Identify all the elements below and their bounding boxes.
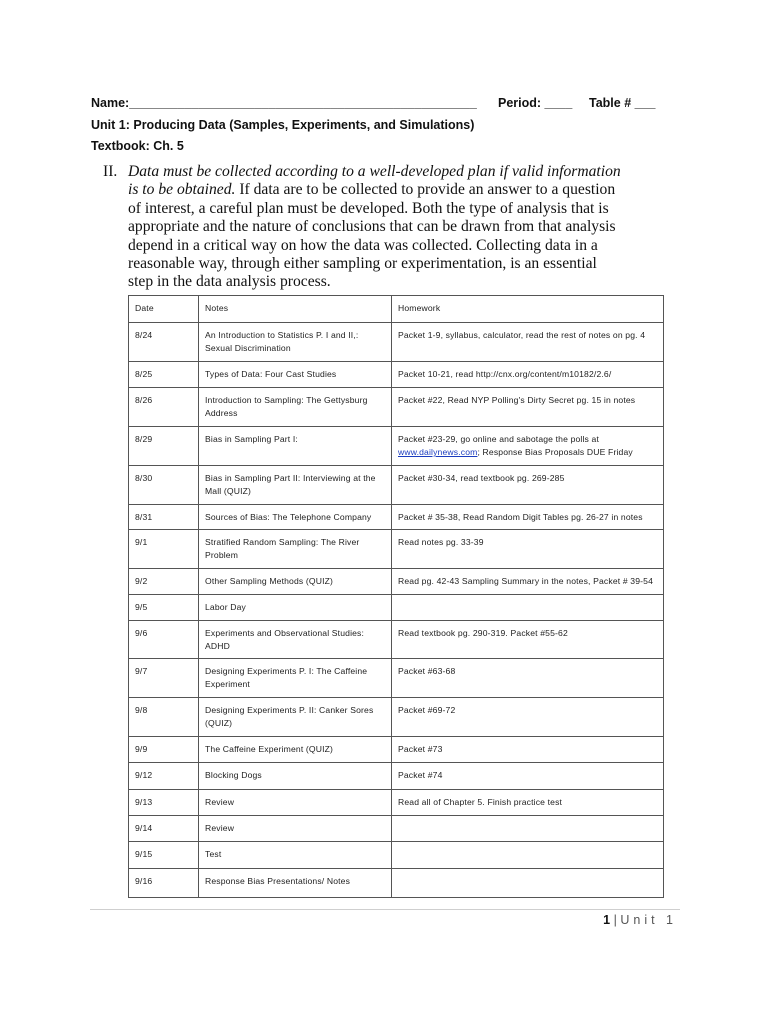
passage-line-7: step in the data analysis process. [128, 273, 331, 291]
schedule-table [128, 295, 664, 898]
header-notes: Notes [199, 296, 392, 323]
date-cell: 9/8 [129, 698, 199, 737]
table-row [129, 569, 664, 595]
passage-line-6: reasonable way, through either sampling or experimentation, is an essential [128, 255, 597, 273]
homework-cell: Packet #63-68 [392, 659, 664, 698]
homework-cell: Packet #22, Read NYP Polling's Dirty Secret pg. 15 in notes [392, 388, 664, 427]
date-cell: 9/5 [129, 595, 199, 621]
homework-cell [392, 816, 664, 842]
homework-cell: Read notes pg. 33-39 [392, 530, 664, 569]
homework-cell: Packet 10-21, read http://cnx.org/content/m10182/2.6/ [392, 362, 664, 388]
table-row [129, 388, 664, 427]
date-cell: 8/24 [129, 323, 199, 362]
passage-line-2 [103, 181, 663, 199]
homework-cell: Packet 1-9, syllabus, calculator, read the rest of notes on pg. 4 [392, 323, 664, 362]
notes-cell: Test [199, 842, 392, 869]
notes-cell: An Introduction to Statistics P. I and II,: Sexual Discrimination [199, 323, 392, 362]
notes-cell: Experiments and Observational Studies: ADHD [199, 621, 392, 659]
notes-cell: Other Sampling Methods (QUIZ) [199, 569, 392, 595]
notes-cell: Bias in Sampling Part I: [199, 427, 392, 466]
passage-line-4: appropriate and the nature of conclusions that can be drawn from that analysis [128, 218, 616, 236]
date-cell: 8/26 [129, 388, 199, 427]
footer-divider [90, 909, 680, 910]
footer-separator: | [613, 913, 617, 927]
date-cell: 8/30 [129, 466, 199, 505]
table-row [129, 659, 664, 698]
notes-cell: Designing Experiments P. I: The Caffeine Experiment [199, 659, 392, 698]
date-cell: 9/12 [129, 763, 199, 790]
notes-cell: Bias in Sampling Part II: Interviewing at the Mall (QUIZ) [199, 466, 392, 505]
homework-cell [392, 427, 664, 466]
section-numeral: II. [103, 163, 118, 180]
homework-cell: Read textbook pg. 290-319. Packet #55-62 [392, 621, 664, 659]
passage-emphasis-2: is to be obtained. [128, 181, 236, 199]
homework-cell: Read all of Chapter 5. Finish practice test [392, 790, 664, 816]
homework-cell: Packet #73 [392, 737, 664, 763]
intro-passage [103, 163, 663, 292]
date-cell: 9/1 [129, 530, 199, 569]
date-cell: 8/31 [129, 505, 199, 530]
passage-line-1 [103, 163, 663, 181]
date-cell: 9/14 [129, 816, 199, 842]
page-number: 1 [603, 913, 611, 927]
homework-cell: Packet # 35-38, Read Random Digit Tables pg. 26-27 in notes [392, 505, 664, 530]
notes-cell: Introduction to Sampling: The Gettysburg Address [199, 388, 392, 427]
notes-cell: Blocking Dogs [199, 763, 392, 790]
passage-emphasis-1: Data must be collected according to a well-developed plan if valid information [128, 163, 621, 180]
table-row [129, 737, 664, 763]
table-row [129, 530, 664, 569]
dailynews-link[interactable]: www.dailynews.com [398, 447, 478, 457]
table-row [129, 842, 664, 869]
date-cell: 9/2 [129, 569, 199, 595]
homework-text-after-link: ; Response Bias Proposals DUE Friday [477, 447, 633, 457]
table-row [129, 869, 664, 898]
period-line: Period: ____ [498, 96, 573, 110]
notes-cell: Stratified Random Sampling: The River Problem [199, 530, 392, 569]
textbook-reference: Textbook: Ch. 5 [91, 139, 184, 153]
date-cell: 8/25 [129, 362, 199, 388]
homework-cell: Packet #69-72 [392, 698, 664, 737]
table-row [129, 790, 664, 816]
table-row [129, 427, 664, 466]
notes-cell: The Caffeine Experiment (QUIZ) [199, 737, 392, 763]
footer-unit-label: Unit 1 [620, 913, 677, 927]
date-cell: 8/29 [129, 427, 199, 466]
unit-title: Unit 1: Producing Data (Samples, Experiments, and Simulations) [91, 118, 475, 132]
table-row [129, 466, 664, 505]
header-homework: Homework [392, 296, 664, 323]
date-cell: 9/6 [129, 621, 199, 659]
date-cell: 9/7 [129, 659, 199, 698]
homework-cell: Read pg. 42-43 Sampling Summary in the notes, Packet # 39-54 [392, 569, 664, 595]
table-row [129, 595, 664, 621]
passage-text-2: If data are to be collected to provide an answer to a question [235, 181, 616, 199]
date-cell: 9/9 [129, 737, 199, 763]
date-cell: 9/13 [129, 790, 199, 816]
date-cell: 9/15 [129, 842, 199, 869]
notes-cell: Types of Data: Four Cast Studies [199, 362, 392, 388]
notes-cell: Sources of Bias: The Telephone Company [199, 505, 392, 530]
date-cell: 9/16 [129, 869, 199, 898]
table-row [129, 816, 664, 842]
name-line: Name:__________________________________________________ [91, 96, 477, 110]
homework-cell: Packet #30-34, read textbook pg. 269-285 [392, 466, 664, 505]
table-row [129, 362, 664, 388]
table-number-line: Table # ___ [589, 96, 656, 110]
homework-text: Packet #23-29, go online and sabotage the polls at [398, 434, 600, 444]
table-row [129, 698, 664, 737]
page-footer [603, 913, 677, 927]
notes-cell: Review [199, 816, 392, 842]
table-row [129, 763, 664, 790]
homework-cell: Packet #74 [392, 763, 664, 790]
notes-cell: Labor Day [199, 595, 392, 621]
table-row [129, 621, 664, 659]
homework-cell [392, 869, 664, 898]
table-row [129, 505, 664, 530]
notes-cell: Response Bias Presentations/ Notes [199, 869, 392, 898]
header-date: Date [129, 296, 199, 323]
notes-cell: Designing Experiments P. II: Canker Sores (QUIZ) [199, 698, 392, 737]
table-row [129, 323, 664, 362]
notes-cell: Review [199, 790, 392, 816]
passage-line-3: of interest, a careful plan must be developed. Both the type of analysis that is [128, 199, 609, 217]
table-header-row [129, 296, 664, 323]
homework-cell [392, 595, 664, 621]
homework-cell [392, 842, 664, 869]
passage-line-5: depend in a critical way on how the data was collected. Collecting data in a [128, 236, 598, 254]
